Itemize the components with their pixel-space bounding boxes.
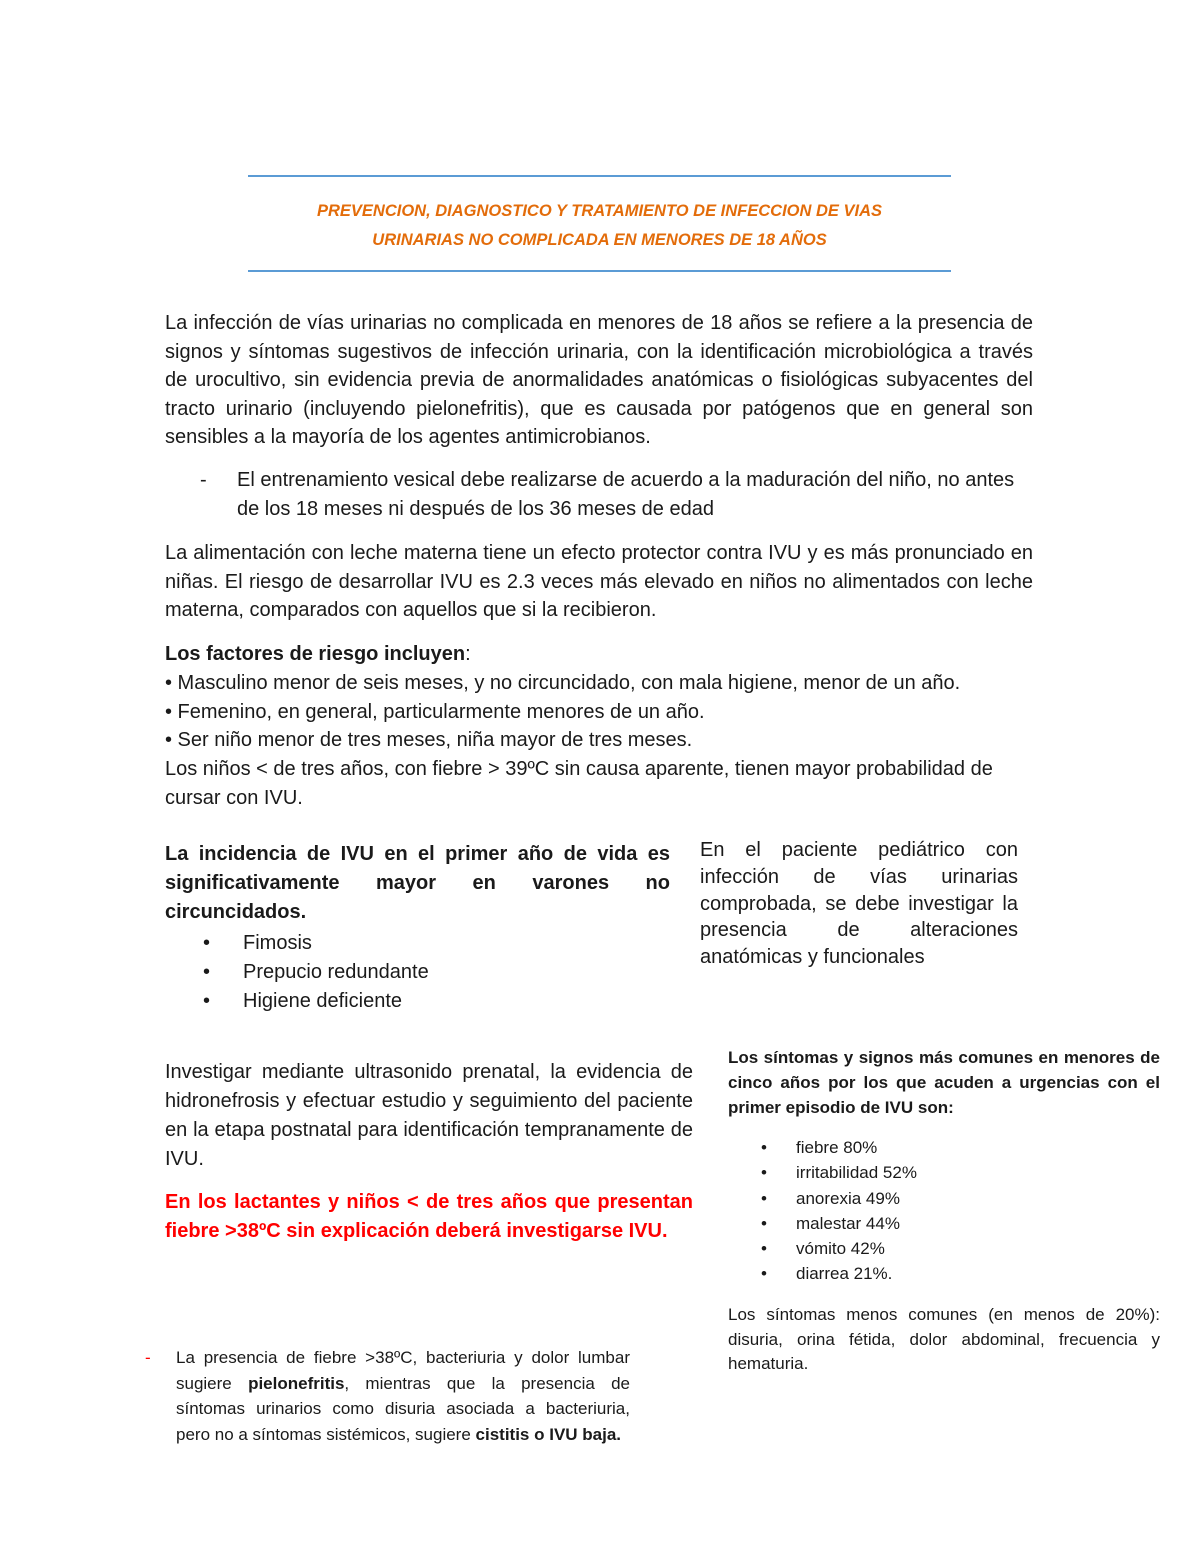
- risk-factors-note: Los niños < de tres años, con fiebre > 39ºC sin causa aparente, tienen mayor probabilidad de cursar con IVU.: [165, 758, 993, 809]
- symptom-item: • diarrea 21%.: [728, 1261, 1160, 1286]
- symptom-item: • fiebre 80%: [728, 1135, 1160, 1160]
- risk-factors-colon: :: [465, 643, 471, 665]
- risk-factors-heading-line: [165, 640, 1045, 669]
- intro-paragraph: La infección de vías urinarias no complicada en menores de 18 años se refiere a la presencia de signos y síntomas sugestivos de infección urinaria, con la identificación microbiológica a través de urocultivo, sin evidencia previa de anormalidades anatómicas o fisiológicas subyacentes del tracto urinario (incluyendo pielonefritis), que es causada por patógenos que en general son sensibles a la mayoría de los agentes antimicrobianos.: [165, 312, 1033, 449]
- risk-factors-heading: Los factores de riesgo incluyen: [165, 643, 466, 665]
- training-text: El entrenamiento vesical debe realizarse de acuerdo a la maduración del niño, no antes de los 18 meses ni después de los 36 meses de edad: [237, 469, 1015, 520]
- risk-factor-item: • Femenino, en general, particularmente menores de un año.: [165, 700, 705, 723]
- risk-factor-item: • Masculino menor de seis meses, y no circuncidado, con mala higiene, menor de un año.: [165, 671, 961, 694]
- fever-note-text: [176, 1345, 630, 1447]
- pediatric-paragraph: En el paciente pediátrico con infección de vías urinarias comprobada, se debe investigar la presencia de alteraciones anatómicas y funcionales: [700, 839, 1018, 969]
- fever-note-bold-1: pielonefritis: [248, 1373, 345, 1393]
- page-title-line-1: PREVENCION, DIAGNOSTICO Y TRATAMIENTO DE INFECCION DE VIAS: [316, 202, 883, 220]
- fever-note-bold-2: cistitis o IVU baja.: [475, 1424, 622, 1444]
- symptoms-heading: Los síntomas y signos más comunes en menores de cinco años por los que acuden a urgencias con el primer episodio de IVU son:: [728, 1048, 1160, 1117]
- symptoms-list: [728, 1135, 1160, 1287]
- fever-note: [145, 1345, 630, 1447]
- top-divider: [248, 175, 951, 177]
- symptom-item: • irritabilidad 52%: [728, 1160, 1160, 1185]
- dash-marker: -: [200, 469, 207, 491]
- risk-factors-section: [165, 640, 1045, 813]
- incidence-item: • Higiene deficiente: [165, 987, 670, 1016]
- page-title-line-2: URINARIAS NO COMPLICADA EN MENORES DE 18 AÑOS: [372, 231, 827, 249]
- page-title: [248, 197, 951, 255]
- risk-factor-item: • Ser niño menor de tres meses, niña mayor de tres meses.: [165, 729, 693, 752]
- less-common-symptoms: Los síntomas menos comunes (en menos de 20%): disuria, orina fétida, dolor abdominal, frecuencia y hematuria.: [728, 1305, 1160, 1373]
- prenatal-paragraph: Investigar mediante ultrasonido prenatal, la evidencia de hidronefrosis y efectuar estudio y seguimiento del paciente en la etapa postnatal para identificación tempranamente de IVU.: [165, 1061, 693, 1170]
- incidence-item: • Fimosis: [165, 929, 670, 958]
- training-list-item: [200, 466, 1040, 523]
- dash-marker: -: [145, 1348, 151, 1367]
- symptom-item: • anorexia 49%: [728, 1186, 1160, 1211]
- incidence-section: [165, 840, 670, 1016]
- symptom-item: • vómito 42%: [728, 1236, 1160, 1261]
- fever-note-part-2: , mientras que la presencia de síntomas urinarios como disuria asociada a bacteriuria, pero no a síntomas sistémicos, sugiere: [176, 1373, 631, 1444]
- incidence-heading: La incidencia de IVU en el primer año de vida es significativamente mayor en varones no circuncidados.: [165, 843, 670, 923]
- incidence-item: • Prepucio redundante: [165, 958, 670, 987]
- bottom-divider: [248, 270, 951, 272]
- breastfeeding-paragraph: La alimentación con leche materna tiene un efecto protector contra IVU y es más pronunciado en niñas. El riesgo de desarrollar IVU es 2.3 veces más elevado en niños no alimentados con leche materna, comparados con aquellos que si la recibieron.: [165, 542, 1033, 622]
- infants-warning: En los lactantes y niños < de tres años que presentan fiebre >38ºC sin explicación deberá investigarse IVU.: [165, 1191, 693, 1242]
- fever-note-part-1: La presencia de fiebre >38ºC, bacteriuria y dolor lumbar sugiere: [176, 1348, 630, 1393]
- symptom-item: • malestar 44%: [728, 1211, 1160, 1236]
